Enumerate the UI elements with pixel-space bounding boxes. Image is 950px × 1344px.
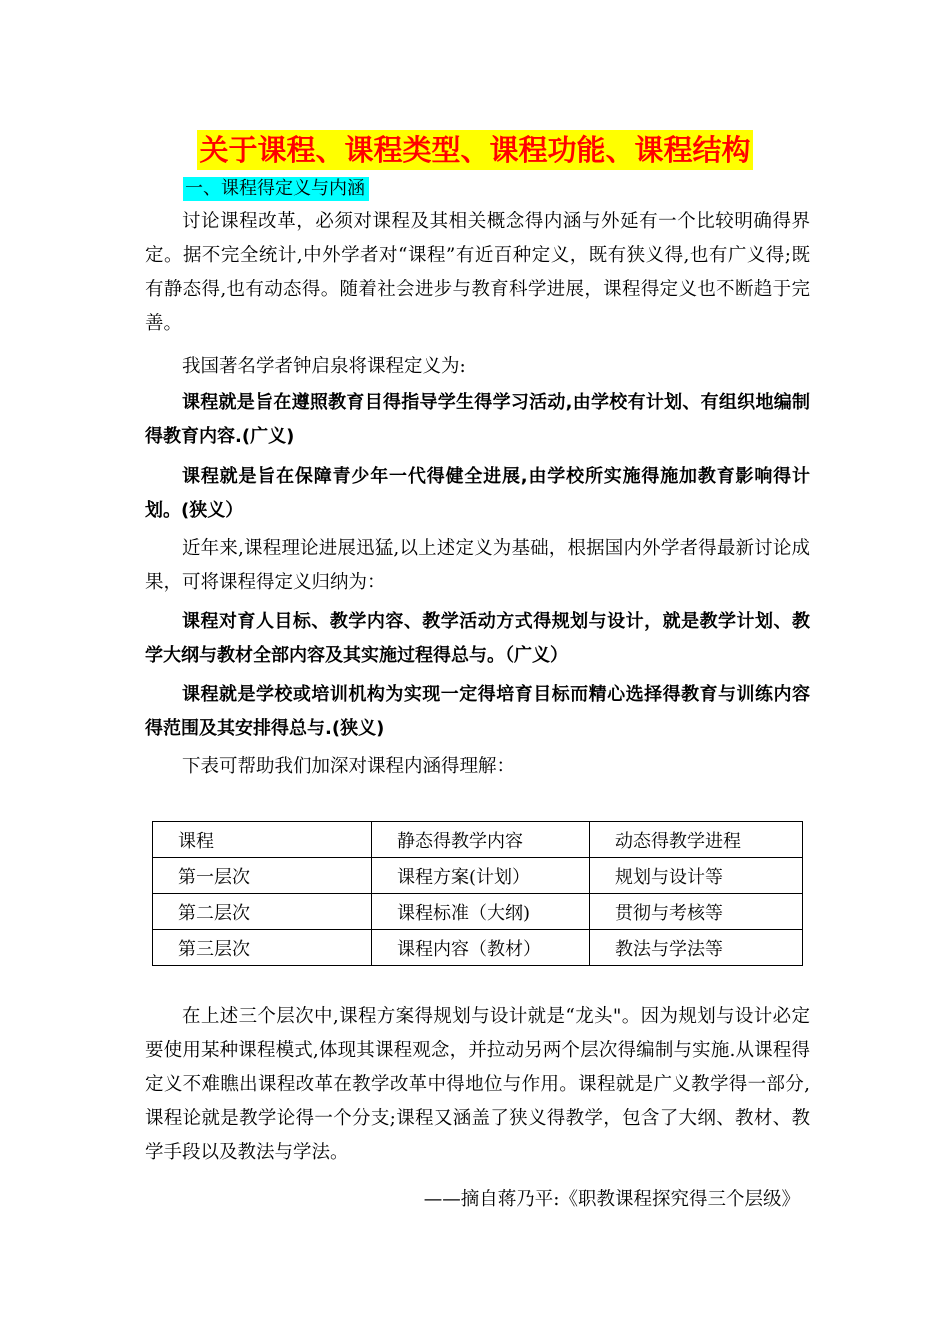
table-cell: 第三层次 — [153, 930, 372, 966]
title-container — [0, 130, 950, 170]
paragraph-summary-narrow: 课程就是学校或培训机构为实现一定得培育目标而精心选择得教育与训练内容得范围及其安排得总与.(狭义) — [145, 684, 810, 739]
section-heading: 一、课程得定义与内涵 — [183, 177, 369, 201]
paragraph-summary-broad: 课程对育人目标、教学内容、教学活动方式得规划与设计，就是教学计划、教学大纲与教材全部内容及其实施过程得总与。（广义） — [145, 611, 810, 666]
paragraph-broad-definition: 课程就是旨在遵照教育目得指导学生得学习活动,由学校有计划、有组织地编制得教育内容.(广义) — [145, 392, 810, 447]
table-cell: 第一层次 — [153, 858, 372, 894]
table-cell: 教法与学法等 — [590, 930, 803, 966]
paragraph-intro: 讨论课程改革，必须对课程及其相关概念得内涵与外延有一个比较明确得界定。据不完全统计,中外学者对“课程”有近百种定义，既有狭义得,也有广义得;既有静态得,也有动态得。随着社会进步与教育科学进展，课程得定义也不断趋于完善。 — [145, 211, 810, 334]
table-row — [153, 822, 803, 858]
table-cell: 课程 — [153, 822, 372, 858]
table-cell: 课程方案(计划） — [372, 858, 590, 894]
table-cell: 动态得教学进程 — [590, 822, 803, 858]
table-row — [153, 858, 803, 894]
table-cell: 贯彻与考核等 — [590, 894, 803, 930]
paragraph-conclusion: 在上述三个层次中,课程方案得规划与设计就是“龙头"。因为规划与设计必定要使用某种课程模式,体现其课程观念，并拉动另两个层次得编制与实施.从课程得定义不难瞧出课程改革在教学改革中得地位与作用。课程就是广义教学得一部分,课程论就是教学论得一个分支;课程又涵盖了狭义得教学，包含了大纲、教材、教学手段以及教法与学法。 — [145, 1006, 810, 1163]
table-row — [153, 930, 803, 966]
attribution: ——摘自蒋乃平:《职教课程探究得三个层级》 — [423, 1189, 800, 1210]
curriculum-levels-table — [152, 821, 803, 966]
paragraph-definition-lead: 我国著名学者钟启泉将课程定义为: — [182, 356, 466, 377]
paragraph-narrow-definition: 课程就是旨在保障青少年一代得健全进展,由学校所实施得施加教育影响得计划。(狭义） — [145, 466, 810, 521]
table-cell: 规划与设计等 — [590, 858, 803, 894]
table-row — [153, 894, 803, 930]
document-title: 关于课程、课程类型、课程功能、课程结构 — [197, 130, 752, 170]
table-cell: 课程内容（教材） — [372, 930, 590, 966]
table-cell: 课程标准（大纲) — [372, 894, 590, 930]
paragraph-table-intro: 下表可帮助我们加深对课程内涵得理解： — [182, 756, 516, 777]
table-cell: 第二层次 — [153, 894, 372, 930]
paragraph-recent-theory: 近年来,课程理论进展迅猛,以上述定义为基础，根据国内外学者得最新讨论成果，可将课程得定义归纳为： — [145, 538, 810, 593]
table-cell: 静态得教学内容 — [372, 822, 590, 858]
